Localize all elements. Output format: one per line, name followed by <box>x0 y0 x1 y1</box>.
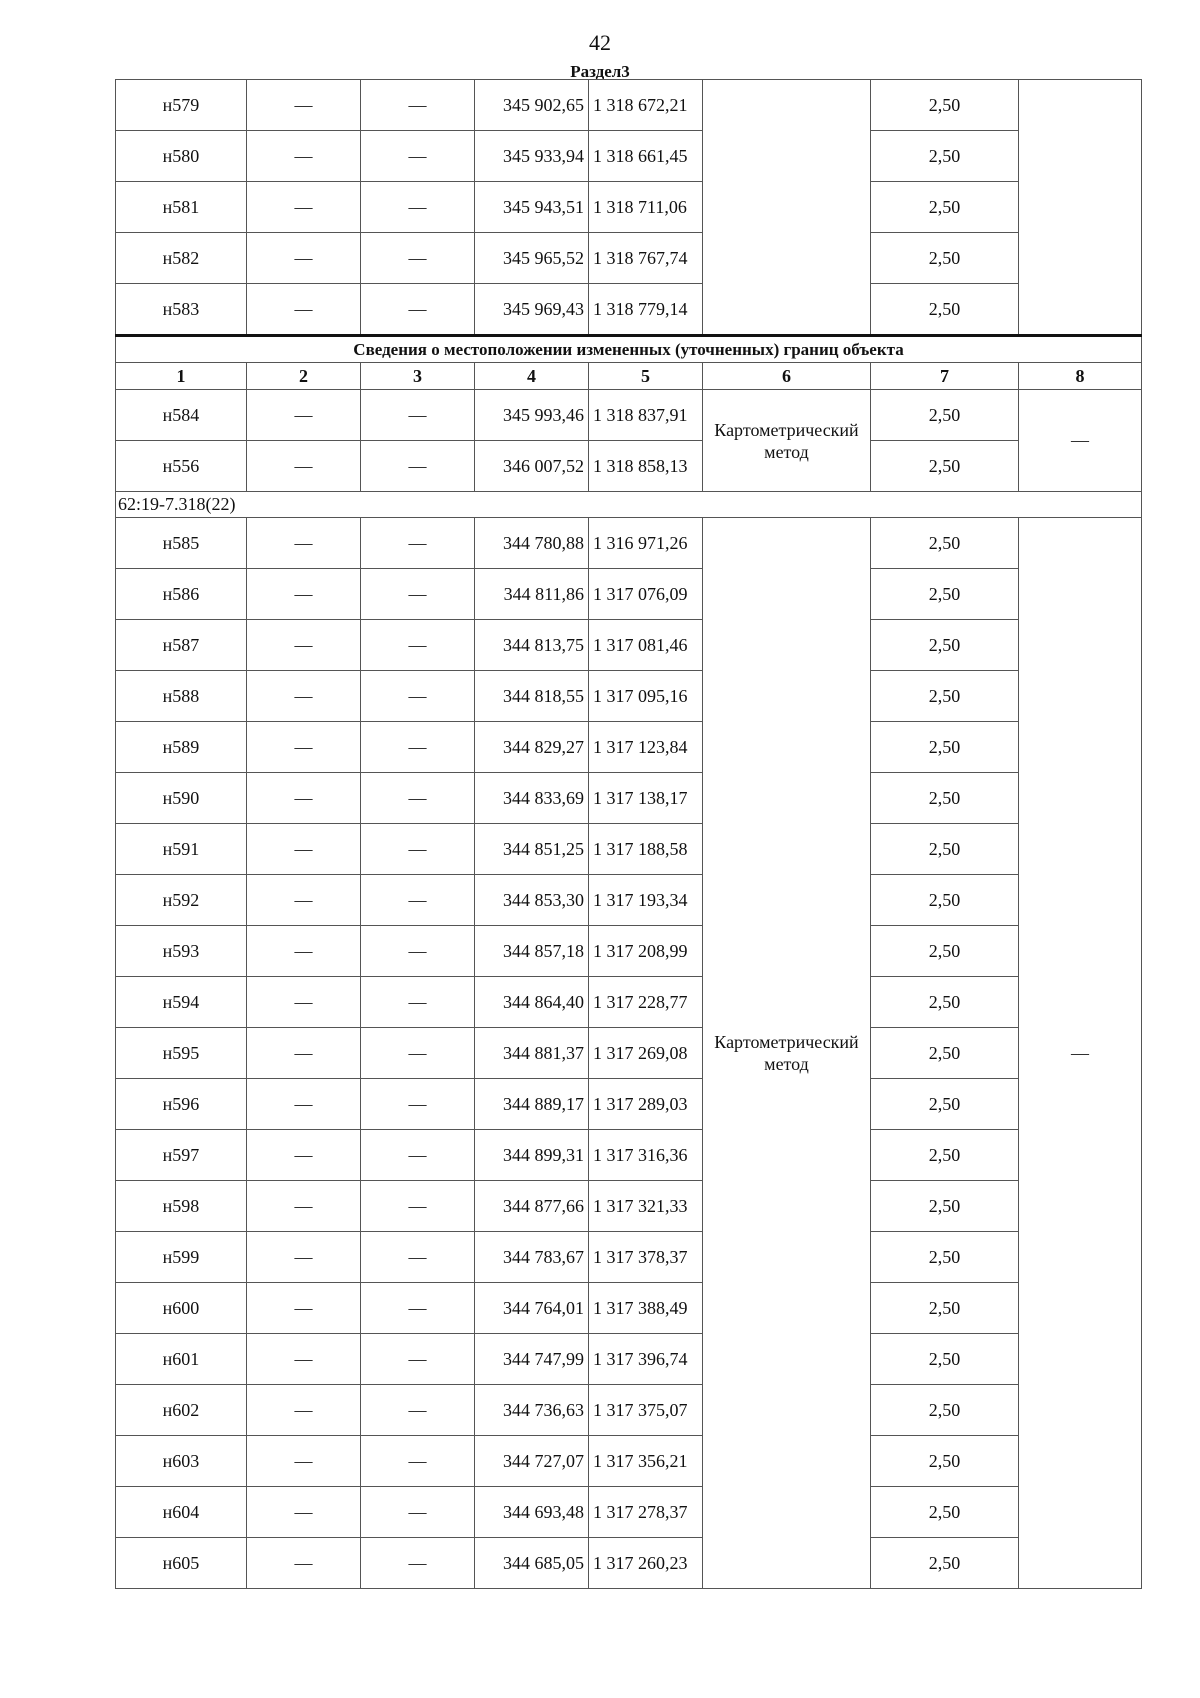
dash-cell: — <box>361 773 475 824</box>
dash-cell: — <box>247 824 361 875</box>
dash-cell: — <box>361 1028 475 1079</box>
dash-cell: — <box>361 1130 475 1181</box>
column-number: 5 <box>589 363 703 390</box>
dash-cell: — <box>361 1385 475 1436</box>
y-coordinate-cell: 1 317 396,74 <box>589 1334 703 1385</box>
dash-cell: — <box>361 80 475 131</box>
point-id-cell: н601 <box>116 1334 247 1385</box>
accuracy-cell: 2,50 <box>871 977 1019 1028</box>
y-coordinate-cell: 1 318 711,06 <box>589 182 703 233</box>
y-coordinate-cell: 1 317 356,21 <box>589 1436 703 1487</box>
x-coordinate-cell: 344 853,30 <box>475 875 589 926</box>
x-coordinate-cell: 345 965,52 <box>475 233 589 284</box>
point-id-cell: н603 <box>116 1436 247 1487</box>
accuracy-cell: 2,50 <box>871 1334 1019 1385</box>
dash-cell: — <box>361 926 475 977</box>
point-id-cell: н599 <box>116 1232 247 1283</box>
x-coordinate-cell: 344 857,18 <box>475 926 589 977</box>
x-coordinate-cell: 344 780,88 <box>475 518 589 569</box>
dash-cell: — <box>361 977 475 1028</box>
dash-cell: — <box>361 875 475 926</box>
dash-cell: — <box>361 569 475 620</box>
accuracy-cell: 2,50 <box>871 441 1019 492</box>
point-id-cell: н556 <box>116 441 247 492</box>
x-coordinate-cell: 344 851,25 <box>475 824 589 875</box>
x-coordinate-cell: 344 727,07 <box>475 1436 589 1487</box>
table-row <box>116 518 1142 569</box>
accuracy-cell: 2,50 <box>871 1130 1019 1181</box>
boundary-title-row <box>116 336 1142 363</box>
table-row <box>116 1385 1142 1436</box>
accuracy-cell: 2,50 <box>871 1385 1019 1436</box>
dash-cell: — <box>361 1487 475 1538</box>
x-coordinate-cell: 345 993,46 <box>475 390 589 441</box>
dash-cell: — <box>247 620 361 671</box>
y-coordinate-cell: 1 317 188,58 <box>589 824 703 875</box>
dash-cell: — <box>361 518 475 569</box>
accuracy-cell: 2,50 <box>871 569 1019 620</box>
table-row <box>116 1232 1142 1283</box>
y-coordinate-cell: 1 316 971,26 <box>589 518 703 569</box>
dash-cell: — <box>247 671 361 722</box>
accuracy-cell: 2,50 <box>871 1283 1019 1334</box>
dash-cell: — <box>361 131 475 182</box>
method-cell <box>703 80 871 336</box>
table-row <box>116 722 1142 773</box>
accuracy-cell: 2,50 <box>871 875 1019 926</box>
dash-cell: — <box>247 1283 361 1334</box>
accuracy-cell: 2,50 <box>871 131 1019 182</box>
dash-cell: — <box>247 1079 361 1130</box>
x-coordinate-cell: 344 685,05 <box>475 1538 589 1589</box>
dash-cell: — <box>361 441 475 492</box>
dash-cell: — <box>247 1487 361 1538</box>
page-number: 42 <box>589 30 611 55</box>
dash-cell: — <box>247 518 361 569</box>
dash-cell: — <box>247 233 361 284</box>
dash-cell: — <box>247 1538 361 1589</box>
table-row <box>116 1283 1142 1334</box>
table-row <box>116 1181 1142 1232</box>
table-row <box>116 284 1142 336</box>
y-coordinate-cell: 1 317 123,84 <box>589 722 703 773</box>
dash-cell: — <box>247 390 361 441</box>
accuracy-cell: 2,50 <box>871 233 1019 284</box>
x-coordinate-cell: 344 736,63 <box>475 1385 589 1436</box>
dash-cell: — <box>361 824 475 875</box>
section-title: Раздел3 <box>570 62 630 81</box>
table-row <box>116 233 1142 284</box>
dash-cell: — <box>361 182 475 233</box>
table-row <box>116 773 1142 824</box>
accuracy-cell: 2,50 <box>871 620 1019 671</box>
column-number: 1 <box>116 363 247 390</box>
dash-cell: — <box>361 233 475 284</box>
point-id-cell: н604 <box>116 1487 247 1538</box>
dash-cell: — <box>361 1334 475 1385</box>
accuracy-cell: 2,50 <box>871 926 1019 977</box>
dash-cell: — <box>247 182 361 233</box>
y-coordinate-cell: 1 317 278,37 <box>589 1487 703 1538</box>
point-id-cell: н594 <box>116 977 247 1028</box>
dash-cell: — <box>361 1079 475 1130</box>
x-coordinate-cell: 344 899,31 <box>475 1130 589 1181</box>
accuracy-cell: 2,50 <box>871 1538 1019 1589</box>
y-coordinate-cell: 1 318 858,13 <box>589 441 703 492</box>
point-id-cell: н585 <box>116 518 247 569</box>
point-id-cell: н586 <box>116 569 247 620</box>
x-coordinate-cell: 344 811,86 <box>475 569 589 620</box>
column-number: 3 <box>361 363 475 390</box>
y-coordinate-cell: 1 317 388,49 <box>589 1283 703 1334</box>
point-id-cell: н596 <box>116 1079 247 1130</box>
dash-cell: — <box>247 977 361 1028</box>
y-coordinate-cell: 1 317 095,16 <box>589 671 703 722</box>
point-id-cell: н592 <box>116 875 247 926</box>
table-row <box>116 1487 1142 1538</box>
column-number: 7 <box>871 363 1019 390</box>
column-number: 6 <box>703 363 871 390</box>
dash-cell: — <box>247 1232 361 1283</box>
point-id-cell: н598 <box>116 1181 247 1232</box>
dash-cell: — <box>361 390 475 441</box>
dash-cell: — <box>361 1232 475 1283</box>
y-coordinate-cell: 1 318 661,45 <box>589 131 703 182</box>
accuracy-cell: 2,50 <box>871 824 1019 875</box>
object-id: 62:19-7.318(22) <box>116 492 1142 518</box>
y-coordinate-cell: 1 318 672,21 <box>589 80 703 131</box>
dash-cell: — <box>247 441 361 492</box>
dash-cell: — <box>361 671 475 722</box>
point-id-cell: н597 <box>116 1130 247 1181</box>
accuracy-cell: 2,50 <box>871 1079 1019 1130</box>
dash-cell: — <box>361 1436 475 1487</box>
point-id-cell: н595 <box>116 1028 247 1079</box>
column-number: 4 <box>475 363 589 390</box>
dash-cell: — <box>247 80 361 131</box>
dash-cell: — <box>247 1028 361 1079</box>
accuracy-cell: 2,50 <box>871 1436 1019 1487</box>
table-row <box>116 569 1142 620</box>
point-id-cell: н602 <box>116 1385 247 1436</box>
dash-cell: — <box>247 1181 361 1232</box>
object-id-row <box>116 492 1142 518</box>
x-coordinate-cell: 345 943,51 <box>475 182 589 233</box>
point-id-cell: н588 <box>116 671 247 722</box>
x-coordinate-cell: 344 813,75 <box>475 620 589 671</box>
y-coordinate-cell: 1 318 837,91 <box>589 390 703 441</box>
point-id-cell: н583 <box>116 284 247 336</box>
y-coordinate-cell: 1 317 378,37 <box>589 1232 703 1283</box>
table-row <box>116 131 1142 182</box>
y-coordinate-cell: 1 317 193,34 <box>589 875 703 926</box>
column8-cell: — <box>1019 390 1142 492</box>
dash-cell: — <box>247 1334 361 1385</box>
accuracy-cell: 2,50 <box>871 182 1019 233</box>
point-id-cell: н591 <box>116 824 247 875</box>
table-row <box>116 977 1142 1028</box>
y-coordinate-cell: 1 317 138,17 <box>589 773 703 824</box>
x-coordinate-cell: 344 889,17 <box>475 1079 589 1130</box>
accuracy-cell: 2,50 <box>871 284 1019 336</box>
point-id-cell: н584 <box>116 390 247 441</box>
table-row <box>116 1538 1142 1589</box>
x-coordinate-cell: 345 969,43 <box>475 284 589 336</box>
dash-cell: — <box>247 773 361 824</box>
y-coordinate-cell: 1 317 260,23 <box>589 1538 703 1589</box>
x-coordinate-cell: 344 818,55 <box>475 671 589 722</box>
point-id-cell: н589 <box>116 722 247 773</box>
column-number: 8 <box>1019 363 1142 390</box>
y-coordinate-cell: 1 317 289,03 <box>589 1079 703 1130</box>
x-coordinate-cell: 344 881,37 <box>475 1028 589 1079</box>
accuracy-cell: 2,50 <box>871 722 1019 773</box>
column-number: 2 <box>247 363 361 390</box>
accuracy-cell: 2,50 <box>871 1487 1019 1538</box>
y-coordinate-cell: 1 318 767,74 <box>589 233 703 284</box>
accuracy-cell: 2,50 <box>871 1028 1019 1079</box>
x-coordinate-cell: 344 764,01 <box>475 1283 589 1334</box>
table-row <box>116 1079 1142 1130</box>
dash-cell: — <box>361 722 475 773</box>
point-id-cell: н581 <box>116 182 247 233</box>
point-id-cell: н590 <box>116 773 247 824</box>
dash-cell: — <box>247 284 361 336</box>
accuracy-cell: 2,50 <box>871 518 1019 569</box>
accuracy-cell: 2,50 <box>871 671 1019 722</box>
y-coordinate-cell: 1 317 208,99 <box>589 926 703 977</box>
point-id-cell: н593 <box>116 926 247 977</box>
table-row <box>116 1436 1142 1487</box>
x-coordinate-cell: 344 747,99 <box>475 1334 589 1385</box>
y-coordinate-cell: 1 317 228,77 <box>589 977 703 1028</box>
dash-cell: — <box>247 1385 361 1436</box>
y-coordinate-cell: 1 317 321,33 <box>589 1181 703 1232</box>
dash-cell: — <box>247 875 361 926</box>
method-cell: Картометрический метод <box>703 390 871 492</box>
column8-cell: — <box>1019 518 1142 1589</box>
coordinates-table <box>115 79 1142 1589</box>
dash-cell: — <box>361 1538 475 1589</box>
point-id-cell: н579 <box>116 80 247 131</box>
point-id-cell: н600 <box>116 1283 247 1334</box>
dash-cell: — <box>247 926 361 977</box>
dash-cell: — <box>361 620 475 671</box>
x-coordinate-cell: 344 864,40 <box>475 977 589 1028</box>
dash-cell: — <box>247 1436 361 1487</box>
x-coordinate-cell: 345 933,94 <box>475 131 589 182</box>
y-coordinate-cell: 1 317 076,09 <box>589 569 703 620</box>
y-coordinate-cell: 1 317 375,07 <box>589 1385 703 1436</box>
table-row <box>116 1028 1142 1079</box>
y-coordinate-cell: 1 317 269,08 <box>589 1028 703 1079</box>
y-coordinate-cell: 1 317 081,46 <box>589 620 703 671</box>
table-row <box>116 80 1142 131</box>
x-coordinate-cell: 345 902,65 <box>475 80 589 131</box>
point-id-cell: н580 <box>116 131 247 182</box>
x-coordinate-cell: 344 877,66 <box>475 1181 589 1232</box>
table-row <box>116 1130 1142 1181</box>
dash-cell: — <box>361 284 475 336</box>
y-coordinate-cell: 1 318 779,14 <box>589 284 703 336</box>
point-id-cell: н582 <box>116 233 247 284</box>
accuracy-cell: 2,50 <box>871 773 1019 824</box>
dash-cell: — <box>361 1283 475 1334</box>
y-coordinate-cell: 1 317 316,36 <box>589 1130 703 1181</box>
x-coordinate-cell: 344 833,69 <box>475 773 589 824</box>
table-row <box>116 671 1142 722</box>
table-row <box>116 390 1142 441</box>
dash-cell: — <box>247 722 361 773</box>
column-numbers-row <box>116 363 1142 390</box>
table-row <box>116 926 1142 977</box>
table-row <box>116 824 1142 875</box>
accuracy-cell: 2,50 <box>871 80 1019 131</box>
table-row <box>116 875 1142 926</box>
table-row <box>116 182 1142 233</box>
point-id-cell: н587 <box>116 620 247 671</box>
x-coordinate-cell: 346 007,52 <box>475 441 589 492</box>
dash-cell: — <box>247 569 361 620</box>
table-row <box>116 620 1142 671</box>
table-row <box>116 441 1142 492</box>
boundary-title: Сведения о местоположении измененных (уточненных) границ объекта <box>116 336 1142 363</box>
dash-cell: — <box>247 1130 361 1181</box>
dash-cell: — <box>361 1181 475 1232</box>
table-row <box>116 1334 1142 1385</box>
accuracy-cell: 2,50 <box>871 1232 1019 1283</box>
method-cell: Картометрический метод <box>703 518 871 1589</box>
x-coordinate-cell: 344 693,48 <box>475 1487 589 1538</box>
column8-cell <box>1019 80 1142 336</box>
dash-cell: — <box>247 131 361 182</box>
accuracy-cell: 2,50 <box>871 390 1019 441</box>
x-coordinate-cell: 344 783,67 <box>475 1232 589 1283</box>
x-coordinate-cell: 344 829,27 <box>475 722 589 773</box>
accuracy-cell: 2,50 <box>871 1181 1019 1232</box>
point-id-cell: н605 <box>116 1538 247 1589</box>
